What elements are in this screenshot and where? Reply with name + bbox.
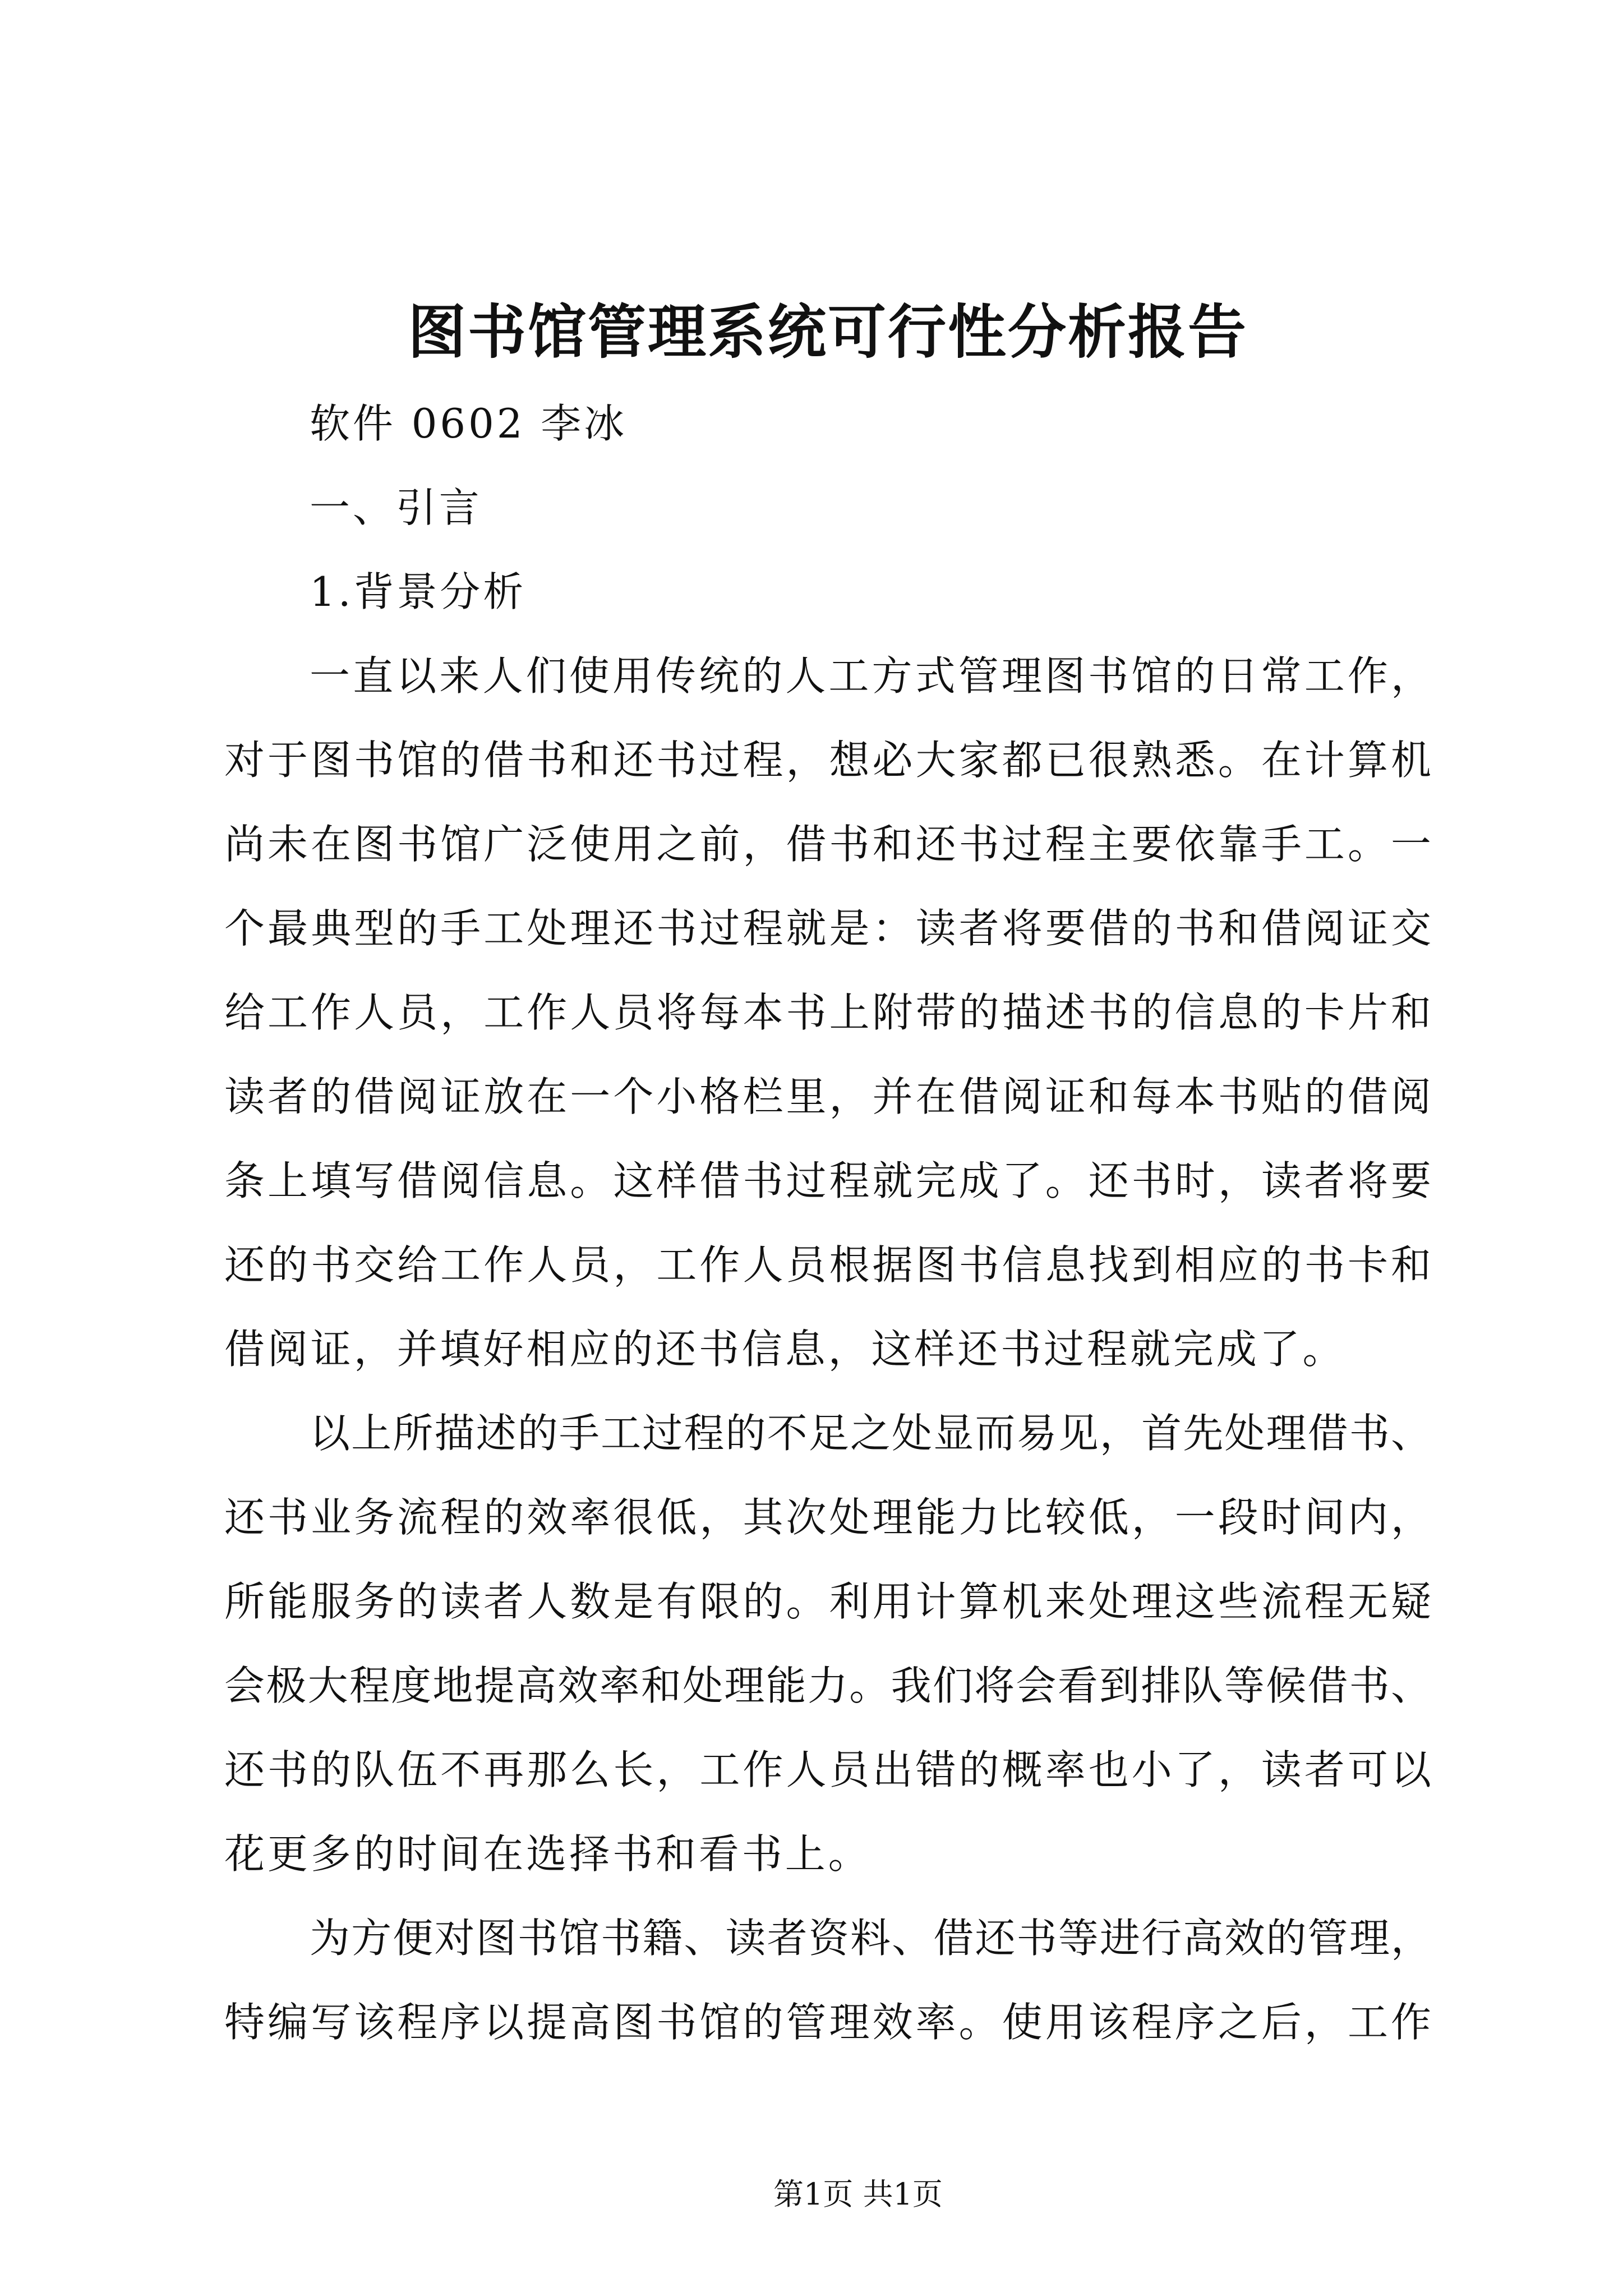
document-body [224, 381, 1431, 2064]
document-title: 图书馆管理系统可行性分析报告 [407, 297, 1248, 366]
paragraph-line: 还书业务流程的效率很低，其次处理能力比较低，一段时间内， [224, 1494, 1431, 1541]
paragraph-line: 给工作人员，工作人员将每本书上附带的描述书的信息的卡片和 [224, 989, 1431, 1036]
paragraph-line: 借阅证，并填好相应的还书信息，这样还书过程就完成了。 [224, 1326, 1346, 1373]
paragraph-background-manual-process [224, 634, 1431, 1391]
paragraph-shortcomings [224, 1391, 1431, 1896]
paragraph-line: 还的书交给工作人员，工作人员根据图书信息找到相应的书卡和 [224, 1241, 1431, 1289]
paragraph-line: 为方便对图书馆书籍、读者资料、借还书等进行高效的管理， [310, 1915, 1431, 1962]
paragraph-line: 花更多的时间在选择书和看书上。 [224, 1830, 872, 1878]
subsection-heading: 1.背景分析 [310, 568, 527, 615]
paragraph-line: 所能服务的读者人数是有限的。利用计算机来处理这些流程无疑 [224, 1578, 1431, 1625]
paragraph-line: 以上所描述的手工过程的不足之处显而易见，首先处理借书、 [310, 1410, 1431, 1457]
paragraph-line: 个最典型的手工处理还书过程就是：读者将要借的书和借阅证交 [224, 905, 1431, 952]
paragraph-line: 读者的借阅证放在一个小格栏里，并在借阅证和每本书贴的借阅 [224, 1073, 1431, 1120]
author-line: 软件 0602 李冰 [310, 400, 628, 447]
paragraph-line: 条上填写借阅信息。这样借书过程就完成了。还书时，读者将要 [224, 1157, 1431, 1204]
paragraph-line: 对于图书馆的借书和还书过程，想必大家都已很熟悉。在计算机 [224, 737, 1431, 784]
paragraph-line: 还书的队伍不再那么长，工作人员出错的概率也小了，读者可以 [224, 1746, 1431, 1793]
paragraph-purpose [224, 1896, 1431, 2064]
paragraph-line: 特编写该程序以提高图书馆的管理效率。使用该程序之后，工作 [224, 1999, 1431, 2046]
page-footer: 第1页 共1页 [773, 2177, 943, 2212]
paragraph-line: 一直以来人们使用传统的人工方式管理图书馆的日常工作， [310, 652, 1431, 700]
paragraph-line: 会极大程度地提高效率和处理能力。我们将会看到排队等候借书、 [224, 1662, 1431, 1709]
paragraph-line: 尚未在图书馆广泛使用之前，借书和还书过程主要依靠手工。一 [224, 821, 1431, 868]
section-heading: 一、引言 [310, 484, 482, 531]
